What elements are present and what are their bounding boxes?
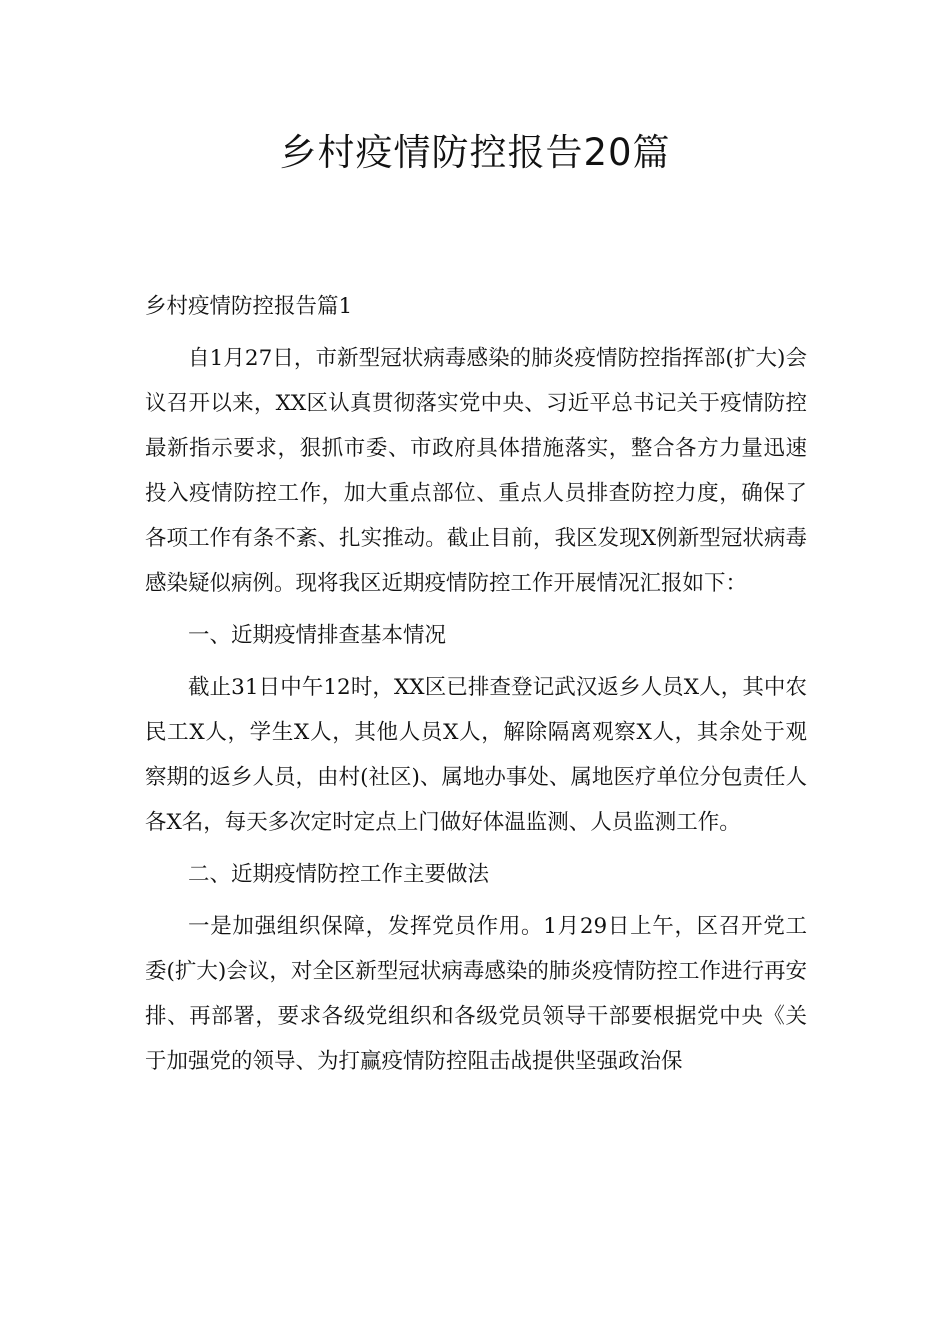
paragraph-intro: 自1月27日，市新型冠状病毒感染的肺炎疫情防控指挥部(扩大)会议召开以来，XX区认真贯彻落实党中央、习近平总书记关于疫情防控最新指示要求，狠抓市委、市政府具体措施落实，整合各方力量迅速投入疫情防控工作，加大重点部位、重点人员排查防控力度，确保了各项工作有条不紊、扎实推动。截止目前，我区发现X例新型冠状病毒感染疑似病例。现将我区近期疫情防控工作开展情况汇报如下： [145,346,807,596]
section-heading: 乡村疫情防控报告篇1 [145,294,353,319]
subheading-screening: 一、近期疫情排查基本情况 [188,623,447,648]
document-title: 乡村疫情防控报告20篇 [279,131,671,174]
subheading-measures: 二、近期疫情防控工作主要做法 [188,862,490,887]
document-body [145,284,807,1091]
paragraph-measures: 一是加强组织保障，发挥党员作用。1月29日上午，区召开党工委(扩大)会议，对全区新型冠状病毒感染的肺炎疫情防控工作进行再安排、再部署，要求各级党组织和各级党员领导干部要根据党中央《关于加强党的领导、为打赢疫情防控阻击战提供坚强政治保 [145,914,807,1074]
paragraph-screening: 截止31日中午12时，XX区已排查登记武汉返乡人员X人，其中农民工X人，学生X人，其他人员X人，解除隔离观察X人，其余处于观察期的返乡人员，由村(社区)、属地办事处、属地医疗单位分包责任人各X名，每天多次定时定点上门做好体温监测、人员监测工作。 [145,675,807,835]
